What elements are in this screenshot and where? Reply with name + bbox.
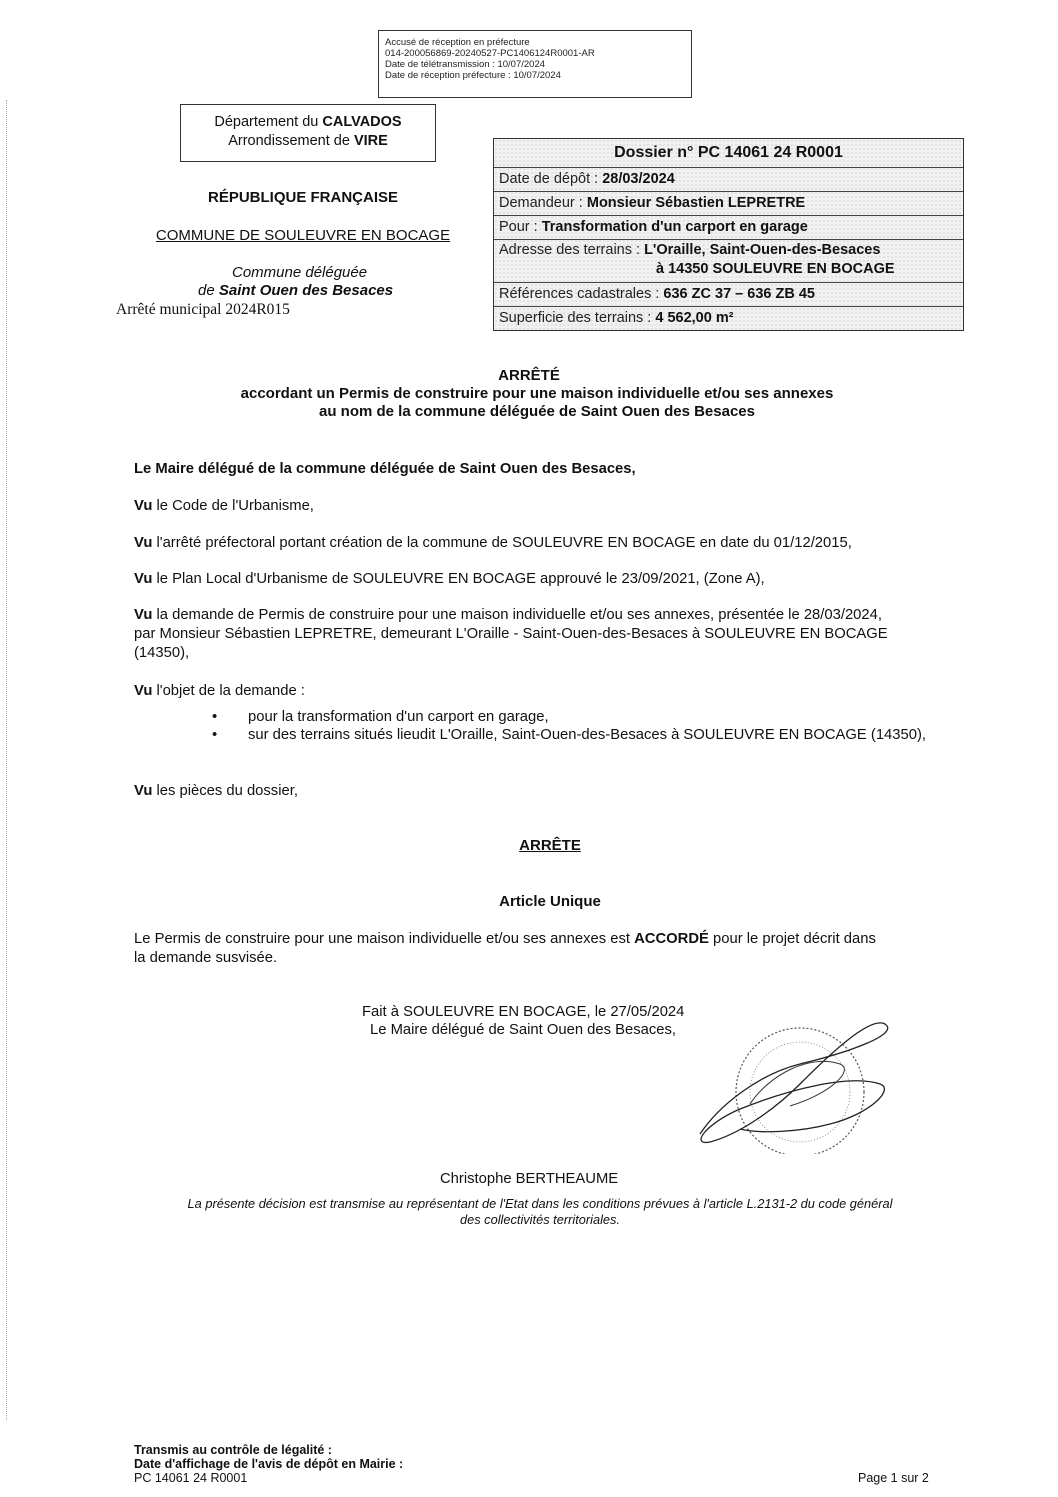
dossier-date-row — [494, 167, 963, 191]
deleguee-line2 — [198, 282, 393, 299]
arrete-subtitle-1: accordant un Permis de construire pour une maison individuelle et/ou ses annexes — [240, 385, 834, 402]
vu-paragraph — [134, 682, 940, 701]
republique-heading: RÉPUBLIQUE FRANÇAISE — [207, 189, 398, 206]
stamp-line: Accusé de réception en préfecture — [385, 37, 530, 48]
signatory-name: Christophe BERTHEAUME — [440, 1171, 619, 1187]
arrondissement-label: Arrondissement de — [228, 133, 354, 149]
list-item — [212, 708, 942, 728]
vu-paragraph — [134, 534, 940, 553]
vu-paragraph — [134, 606, 940, 663]
dossier-purpose-row — [494, 215, 963, 239]
area-label: Superficie des terrains : — [499, 310, 656, 326]
arrete-title: ARRÊTÉ — [498, 367, 560, 384]
bullet-icon: • — [212, 727, 218, 743]
commune-heading: COMMUNE DE SOULEUVRE EN BOCAGE — [155, 227, 451, 244]
list-item-text: pour la transformation d'un carport en garage, — [248, 709, 549, 725]
vu-paragraph — [134, 497, 940, 516]
applicant-label: Demandeur : — [499, 195, 587, 211]
vu-text: le Plan Local d'Urbanisme de SOULEUVRE EN BOCAGE approuvé le 23/09/2021, (Zone A), — [152, 571, 765, 587]
vu-text: les pièces du dossier, — [152, 783, 298, 799]
maire-line: Le Maire délégué de la commune déléguée de Saint Ouen des Besaces, — [134, 461, 636, 477]
arrete-subtitle-2: au nom de la commune déléguée de Saint Ouen des Besaces — [319, 403, 755, 420]
list-item — [212, 726, 942, 766]
deleguee-name: Saint Ouen des Besaces — [218, 282, 394, 299]
vu-text: le Code de l'Urbanisme, — [152, 498, 314, 514]
dossier-address-row — [494, 239, 963, 282]
stamp-line: Date de réception préfecture : 10/07/2024 — [385, 70, 561, 81]
footer-reference: PC 14061 24 R0001 — [134, 1471, 248, 1485]
list-item-text: sur des terrains situés lieudit L'Oraille, Saint-Ouen-des-Besaces à SOULEUVRE EN BOCAGE (14350), — [248, 727, 927, 743]
vu-keyword: Vu — [134, 571, 153, 587]
decision-keyword: ACCORDÉ — [634, 931, 709, 947]
stamp-line: 014-200056869-20240527-PC1406124R0001-AR — [385, 48, 595, 59]
arrete-number: Arrêté municipal 2024R015 — [116, 301, 290, 318]
date-label: Date de dépôt : — [499, 171, 603, 187]
legal-notice — [120, 1196, 960, 1228]
official-seal-and-signature — [680, 1014, 920, 1154]
vu-text: la demande de Permis de construire pour une maison individuelle et/ou ses annexes, présentée le 28/03/2024, — [152, 607, 882, 623]
purpose-value: Transformation d'un carport en garage — [541, 219, 808, 235]
decision-heading: ARRÊTE — [519, 837, 581, 854]
vu-text: l'arrêté préfectoral portant création de la commune de SOULEUVRE EN BOCAGE en date du 01/12/2015, — [152, 535, 852, 551]
vu-text: l'objet de la demande : — [152, 683, 305, 699]
deleguee-prefix: de — [198, 282, 219, 299]
cadastral-value: 636 ZC 37 – 636 ZB 45 — [663, 286, 815, 302]
arrondissement-line — [181, 132, 435, 151]
vu-keyword: Vu — [134, 535, 153, 551]
article-heading: Article Unique — [499, 893, 601, 910]
vu-keyword: Vu — [134, 607, 153, 623]
address-label: Adresse des terrains : — [499, 242, 645, 258]
dossier-applicant-row — [494, 191, 963, 215]
footer-display-date: Date d'affichage de l'avis de dépôt en Mairie : — [134, 1457, 404, 1471]
reception-stamp — [378, 30, 692, 98]
applicant-value: Monsieur Sébastien LEPRETRE — [586, 195, 806, 211]
vu-paragraph — [134, 782, 940, 801]
decision-text-start: Le Permis de construire pour une maison individuelle et/ou ses annexes est — [134, 931, 635, 947]
address-value: L'Oraille, Saint-Ouen-des-Besaces — [644, 242, 881, 258]
dossier-title: Dossier n° PC 14061 24 R0001 — [614, 144, 843, 161]
area-value: 4 562,00 m² — [655, 310, 734, 326]
deleguee-line1: Commune déléguée — [232, 264, 368, 281]
bullet-icon: • — [212, 709, 218, 725]
arrondissement-name: VIRE — [353, 133, 388, 149]
cadastral-label: Références cadastrales : — [499, 286, 664, 302]
purpose-label: Pour : — [499, 219, 542, 235]
legal-notice-line: des collectivités territoriales. — [459, 1212, 621, 1227]
vu-paragraph — [134, 570, 940, 589]
signature-place-date: Fait à SOULEUVRE EN BOCAGE, le 27/05/2024 — [362, 1004, 685, 1020]
dossier-box — [493, 138, 964, 331]
vu-keyword: Vu — [134, 683, 153, 699]
footer-legality: Transmis au contrôle de légalité : — [134, 1443, 332, 1457]
signature-role: Le Maire délégué de Saint Ouen des Besaces, — [370, 1022, 677, 1038]
address-value-city: à 14350 SOULEUVRE EN BOCAGE — [656, 261, 895, 277]
vu-keyword: Vu — [134, 498, 153, 514]
scan-margin-dots — [6, 100, 11, 1420]
vu-keyword: Vu — [134, 783, 153, 799]
dossier-cadastral-row — [494, 282, 963, 306]
date-value: 28/03/2024 — [602, 171, 675, 187]
page-number: Page 1 sur 2 — [858, 1471, 929, 1485]
department-name: CALVADOS — [322, 114, 402, 130]
footer-block — [134, 1443, 403, 1485]
vu-text-continued: par Monsieur Sébastien LEPRETRE, demeurant L'Oraille - Saint-Ouen-des-Besaces à SOULEUVRE EN BOCAGE — [134, 626, 888, 642]
department-box — [180, 104, 436, 162]
vu-text-continued: (14350), — [134, 645, 190, 661]
department-label: Département du — [214, 114, 323, 130]
department-line — [181, 113, 435, 132]
legal-notice-line: La présente décision est transmise au représentant de l'Etat dans les conditions prévues à l'article L.2131-2 du code général — [187, 1196, 893, 1211]
stamp-line: Date de télétransmission : 10/07/2024 — [385, 59, 546, 70]
dossier-area-row — [494, 306, 963, 330]
decision-text — [134, 930, 940, 968]
decision-text-end: pour le projet décrit dans — [708, 931, 876, 947]
decision-text-continued: la demande susvisée. — [134, 950, 278, 966]
